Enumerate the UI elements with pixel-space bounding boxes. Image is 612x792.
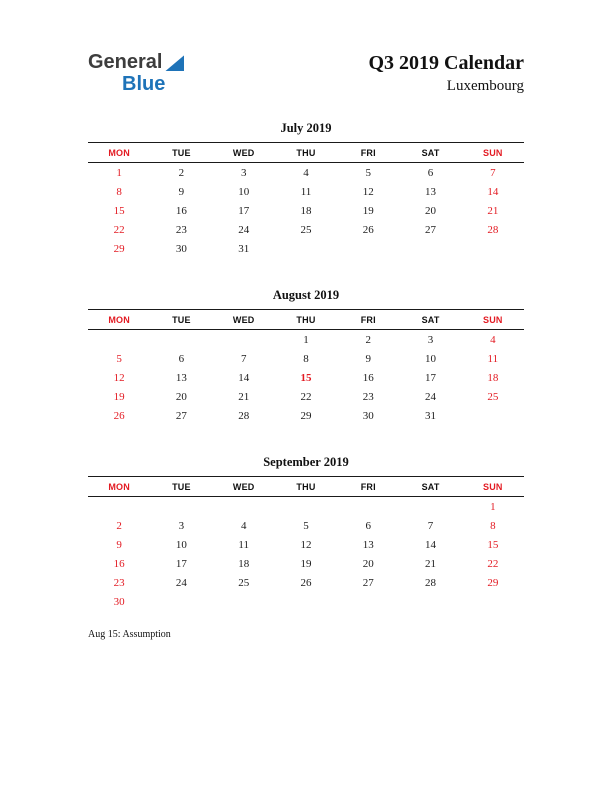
date-cell: 9 [365,352,372,365]
date-cell: 18 [487,371,499,384]
holiday-footnote: Aug 15: Assumption [88,629,171,640]
date-cell: 20 [425,204,437,217]
day-header-sat: SAT [421,148,440,158]
date-cell: 21 [238,390,250,403]
day-header-mon: MON [108,315,130,325]
day-header-mon: MON [108,482,130,492]
day-header-thu: THU [296,315,316,325]
day-header-wed: WED [232,315,255,325]
date-cell: 15 [300,371,312,384]
day-header-row [88,143,524,163]
date-cell: 29 [300,409,312,422]
date-cell: 27 [425,223,437,236]
date-cell-empty [337,497,399,517]
week-row [88,182,524,201]
date-cell-empty [150,497,212,517]
date-cell: 22 [113,223,125,236]
date-cell: 30 [362,409,374,422]
date-cell: 29 [113,242,125,255]
date-cell: 27 [362,576,374,589]
date-cell: 16 [113,557,125,570]
date-cell: 2 [116,519,122,532]
date-cell: 28 [487,223,499,236]
week-row [88,163,524,183]
date-cell-empty [213,330,275,350]
day-header-thu: THU [296,482,316,492]
date-cell: 5 [303,519,309,532]
date-cell: 24 [238,223,250,236]
week-row [88,516,524,535]
page-header [88,52,524,95]
date-cell: 6 [178,352,185,365]
date-cell: 11 [238,538,249,551]
date-cell-empty [275,239,337,258]
day-header-fri: FRI [360,148,376,158]
day-header-tue: TUE [172,315,191,325]
date-cell: 5 [365,166,372,179]
date-cell-empty [275,592,337,611]
date-cell: 28 [238,409,250,422]
month-block [88,455,524,611]
week-row [88,592,524,611]
date-cell: 13 [175,371,187,384]
month-table [88,476,524,611]
date-cell: 26 [300,576,312,589]
month-block [88,288,524,425]
week-row [88,387,524,406]
day-header-fri: FRI [360,315,376,325]
date-cell-empty [399,497,461,517]
date-cell: 14 [487,185,499,198]
date-cell-empty [150,592,212,611]
day-header-row [88,310,524,330]
date-cell: 16 [362,371,374,384]
month-table [88,142,524,258]
months-container [88,121,524,611]
week-row [88,220,524,239]
day-header-wed: WED [232,148,255,158]
date-cell: 8 [490,519,496,532]
date-cell: 25 [238,576,250,589]
logo-text-general: General [88,51,163,73]
date-cell: 9 [116,538,122,551]
date-cell: 19 [300,557,312,570]
date-cell-empty [337,592,399,611]
date-cell: 5 [116,352,122,365]
date-cell: 22 [300,390,312,403]
week-row [88,535,524,554]
date-cell: 9 [178,185,185,198]
month-title: July 2019 [280,121,332,135]
date-cell: 14 [425,538,437,551]
day-header-row [88,477,524,497]
date-cell-empty [337,239,399,258]
date-cell: 26 [113,409,125,422]
day-header-sat: SAT [421,482,440,492]
week-row [88,497,524,517]
date-cell-empty [275,497,337,517]
date-cell: 17 [238,204,250,217]
week-row [88,349,524,368]
week-row [88,330,524,350]
date-cell: 2 [178,166,185,179]
date-cell: 6 [365,519,372,532]
date-cell: 18 [238,557,250,570]
date-cell: 28 [425,576,437,589]
date-cell: 27 [175,409,187,422]
date-cell: 25 [300,223,312,236]
date-cell-empty [88,330,150,350]
week-row [88,239,524,258]
day-header-sun: SUN [483,482,503,492]
month-title: September 2019 [263,455,349,469]
date-cell: 15 [487,538,499,551]
date-cell: 30 [113,595,125,608]
date-cell: 10 [425,352,437,365]
day-header-tue: TUE [172,148,191,158]
date-cell-empty [213,592,275,611]
date-cell: 10 [175,538,187,551]
date-cell-empty [462,406,524,425]
week-row [88,573,524,592]
date-cell: 7 [427,519,434,532]
date-cell: 15 [113,204,125,217]
day-header-thu: THU [296,148,316,158]
date-cell: 8 [116,185,122,198]
date-cell-empty [462,592,524,611]
date-cell: 1 [116,166,122,179]
date-cell: 10 [238,185,250,198]
date-cell: 24 [175,576,187,589]
date-cell: 23 [175,223,187,236]
date-cell: 1 [490,500,496,513]
month-table [88,309,524,425]
date-cell: 13 [362,538,374,551]
date-cell: 11 [300,185,312,198]
date-cell-empty [213,497,275,517]
date-cell: 31 [425,409,437,422]
date-cell: 7 [240,352,247,365]
date-cell: 23 [113,576,125,589]
date-cell: 11 [487,352,499,365]
date-cell: 22 [487,557,499,570]
date-cell: 21 [487,204,499,217]
day-header-sun: SUN [483,148,503,158]
date-cell: 26 [362,223,374,236]
date-cell-empty [88,497,150,517]
date-cell: 17 [425,371,437,384]
date-cell: 25 [487,390,499,403]
date-cell: 3 [427,333,434,346]
date-cell-empty [462,239,524,258]
date-cell: 4 [490,333,496,346]
day-header-mon: MON [108,148,130,158]
date-cell: 6 [427,166,434,179]
date-cell: 4 [303,166,309,179]
day-header-sat: SAT [421,315,440,325]
date-cell: 30 [175,242,187,255]
date-cell: 12 [362,185,374,198]
date-cell: 3 [240,166,247,179]
date-cell: 14 [238,371,250,384]
date-cell: 16 [175,204,187,217]
date-cell: 7 [490,166,496,179]
date-cell: 12 [113,371,125,384]
date-cell: 24 [425,390,437,403]
date-cell: 19 [362,204,374,217]
day-header-wed: WED [232,482,255,492]
page-subtitle: Luxembourg [446,78,524,94]
month-block [88,121,524,258]
date-cell: 19 [113,390,125,403]
week-row [88,554,524,573]
date-cell: 17 [175,557,187,570]
date-cell-empty [399,239,461,258]
month-title: August 2019 [272,288,340,302]
date-cell: 20 [175,390,187,403]
week-row [88,406,524,425]
date-cell: 20 [362,557,374,570]
date-cell-empty [150,330,212,350]
logo-top-row [88,52,184,72]
date-cell: 3 [178,519,185,532]
day-header-fri: FRI [360,482,376,492]
date-cell: 12 [300,538,312,551]
date-cell: 21 [425,557,437,570]
date-cell: 23 [362,390,374,403]
day-header-sun: SUN [483,315,503,325]
date-cell-empty [399,592,461,611]
week-row [88,201,524,220]
date-cell: 13 [425,185,437,198]
general-blue-logo [88,52,184,94]
logo-text-blue: Blue [122,73,166,95]
day-header-tue: TUE [172,482,191,492]
date-cell: 29 [487,576,499,589]
title-block [368,52,524,95]
date-cell: 8 [303,352,309,365]
page-title: Q3 2019 Calendar [368,52,524,74]
date-cell: 4 [240,519,247,532]
date-cell: 18 [300,204,312,217]
date-cell: 1 [303,333,309,346]
date-cell: 31 [238,242,250,255]
date-cell: 2 [365,333,372,346]
week-row [88,368,524,387]
logo-sail-icon [165,55,184,71]
